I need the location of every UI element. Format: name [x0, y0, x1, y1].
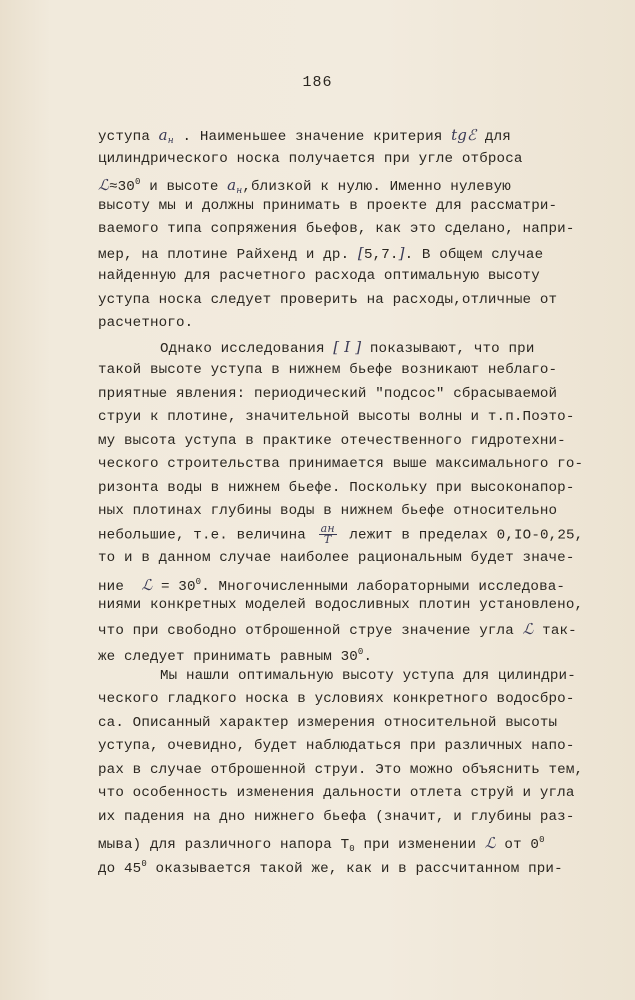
text-line: [98, 195, 618, 219]
text-line: [98, 688, 618, 712]
superscript: 0: [539, 835, 545, 845]
text-span: ние: [98, 578, 142, 595]
text-span: лежит в пределах 0,IO-0,25,: [340, 526, 584, 543]
text-span: такой высоте уступа в нижнем бьефе возникают неблаго-: [98, 362, 558, 378]
text-span: ризонта воды в нижнем бьефе. Поскольку при высоконапор-: [98, 479, 575, 496]
fraction-denominator: T: [323, 532, 332, 546]
handwritten-symbol: ℒ: [141, 575, 153, 594]
handwritten-symbol: ℒ: [98, 176, 109, 194]
text-span: . В общем случае: [404, 246, 544, 263]
text-span: ,близкой к нулю. Именно нулевую: [242, 179, 511, 195]
text-line: [98, 430, 618, 454]
text-span: до 45: [98, 860, 142, 877]
text-span: рах в случае отброшенной струи. Это можно объяснить тем,: [98, 761, 584, 778]
superscript: 0: [141, 858, 147, 869]
page-number: 186: [302, 74, 333, 91]
text-line: [98, 406, 618, 430]
subscript: 0: [349, 844, 355, 854]
text-span: ных плотинах глубины воды в нижнем бьефе относительно: [98, 503, 558, 519]
text-line: [98, 242, 618, 266]
text-line: [98, 218, 618, 242]
handwritten-symbol: ℒ: [522, 619, 534, 638]
text-span: . Многочисленными лабораторными исследова-: [201, 578, 566, 595]
text-line: [98, 477, 618, 501]
text-span: ческого гладкого носка в условиях конкретного водосбро-: [98, 691, 575, 707]
handwritten-symbol: ]: [398, 243, 405, 262]
text-line: [98, 289, 618, 313]
text-line: [98, 782, 618, 806]
text-line: [98, 665, 618, 689]
handwritten-symbol: $a_н$: [227, 176, 243, 196]
text-line: [98, 265, 618, 289]
text-line: [98, 547, 618, 571]
text-span: са. Описанный характер измерения относительной высоты: [98, 714, 558, 731]
text-span: небольшие, т.е. величина: [98, 526, 315, 543]
text-span: для: [476, 129, 511, 145]
text-span: Мы нашли оптимальную высоту уступа для цилиндри-: [160, 667, 576, 684]
text-span: найденную для расчетного расхода оптимальную высоту: [98, 268, 540, 284]
text-line: [98, 171, 618, 195]
body-text: [98, 124, 618, 876]
text-span: ческого строительства принимается выше максимального го-: [98, 456, 584, 472]
superscript: 0: [195, 576, 202, 587]
text-span: ниями конкретных моделей водосливных плотин установлено,: [98, 597, 584, 613]
text-line: [98, 571, 618, 595]
text-line: [98, 500, 618, 524]
text-line: [98, 641, 618, 665]
superscript: 0: [357, 647, 364, 657]
text-span: при изменении: [354, 837, 485, 853]
text-span: приятные явления: периодический "подсос" сбрасываемой: [98, 385, 558, 402]
text-span: расчетного.: [98, 315, 194, 331]
text-span: ваемого типа сопряжения бьефов, как это сделано, напри-: [98, 221, 575, 237]
handwritten-symbol: ℒ: [484, 834, 496, 852]
text-span: струи к плотине, значительной высоты волны и т.п.Поэто-: [98, 409, 575, 425]
text-line: [98, 336, 618, 360]
text-span: то и в данном случае наиболее рациональным будет значе-: [98, 550, 575, 566]
text-line: [98, 359, 618, 383]
subscript: н: [236, 186, 243, 196]
superscript: 0: [134, 177, 141, 187]
text-span: что особенность изменения дальности отлета струй и угла: [98, 785, 575, 801]
text-span: так-: [533, 622, 577, 639]
text-span: му высота уступа в практике отечественного гидротехни-: [98, 432, 566, 449]
text-span: уступа: [98, 129, 159, 145]
text-span: мыва) для различного напора T: [98, 837, 350, 853]
fraction-numerator: aн: [320, 521, 335, 535]
text-span: их падения на дно нижнего бьефа (значит, и глубины раз-: [98, 808, 575, 825]
text-span: же следует принимать равным 30: [98, 649, 358, 665]
text-line: [98, 829, 618, 853]
text-line: [98, 759, 618, 783]
text-line: [98, 383, 618, 407]
text-line: [98, 594, 618, 618]
handwritten-symbol: tgℰ: [451, 126, 477, 144]
text-span: показывают, что при: [361, 340, 535, 357]
text-line: [98, 124, 618, 148]
text-span: . Наименьшее значение критерия: [173, 129, 452, 145]
text-span: уступа, очевидно, будет наблюдаться при различных напо-: [98, 738, 575, 754]
subscript: н: [167, 136, 174, 146]
text-span: ≈30: [108, 179, 135, 195]
text-line: [98, 148, 618, 172]
text-line: [98, 806, 618, 830]
handwritten-symbol: [ I ]: [333, 337, 362, 356]
text-line: [98, 521, 618, 548]
text-span: и высоте: [140, 179, 228, 195]
text-span: мер, на плотине Райхенд и др.: [98, 246, 358, 263]
text-span: = 30: [152, 578, 196, 595]
text-span: Однако исследования: [160, 340, 334, 357]
text-span: высоту мы и должны принимать в проекте для рассматри-: [98, 197, 558, 214]
text-line: [98, 618, 618, 642]
text-line: [98, 735, 618, 759]
text-line: [98, 712, 618, 736]
text-span: уступа носка следует проверить на расходы,отличные от: [98, 291, 558, 308]
handwritten-symbol: [: [357, 243, 364, 262]
handwritten-symbol: $a_н$: [158, 126, 174, 146]
text-line: [98, 853, 618, 877]
handwritten-fraction: [319, 521, 337, 546]
text-span: что при свободно отброшенной струе значение угла: [98, 622, 523, 639]
text-span: 5,7.: [363, 246, 399, 263]
text-span: от 0: [495, 837, 540, 853]
text-span: оказывается такой же, как и в рассчитанном при-: [146, 860, 563, 877]
text-span: цилиндрического носка получается при угле отброса: [98, 150, 523, 167]
text-span: .: [363, 649, 373, 665]
text-line: [98, 312, 618, 336]
text-line: [98, 453, 618, 477]
